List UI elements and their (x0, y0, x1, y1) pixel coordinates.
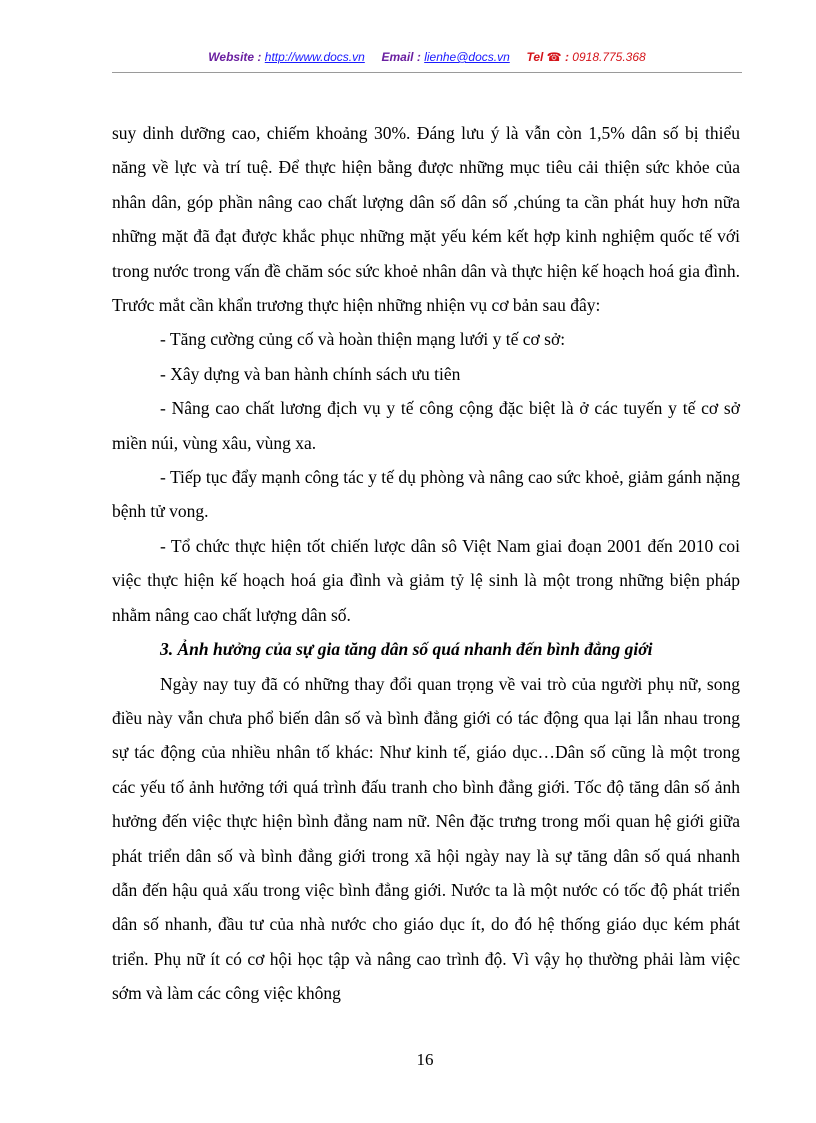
page-header (112, 50, 742, 64)
tel-label: Tel ☎ : (526, 50, 573, 64)
tel-number: 0918.775.368 (572, 50, 646, 64)
header-divider (112, 72, 742, 73)
email-label: Email : (381, 50, 425, 64)
website-label: Website : (208, 50, 265, 64)
page-number: 16 (416, 1050, 434, 1069)
website-link[interactable]: http://www.docs.vn (264, 50, 365, 64)
bullet-item-4: - Tiếp tục đẩy mạnh công tác y tế dụ phòng và nâng cao sức khoẻ, giảm gánh nặng bệnh tử vong. (112, 467, 740, 522)
paragraph-section-3: Ngày nay tuy đã có những thay đổi quan trọng về vai trò của người phụ nữ, song điều này vẫn chưa phổ biến dân số và bình đẳng giới có tác động qua lại lẫn nhau trong sự tác động của nhiều nhân tố khác: Như kinh tế, giáo dục…Dân số cũng là một trong các yếu tố ảnh hưởng tới quá trình đấu tranh cho bình đẳng giới. Tốc độ tăng dân số ảnh hưởng đến việc thực hiện bình đẳng nam nữ. Nên đặc trưng trong mối quan hệ giới giữa phát triển dân số và bình đẳng giới trong xã hội ngày nay là sự tăng dân số quá nhanh dẫn đến hậu quả xấu trong việc bình đẳng giới. Nước ta là một nước có tốc độ phát triển dân số nhanh, đầu tư của nhà nước cho giáo dục ít, do đó hệ thống giáo dục kém phát triển. Phụ nữ ít có cơ hội học tập và nâng cao trình độ. Vì vậy họ thường phải làm việc sớm và làm các công việc không (112, 673, 740, 1004)
bullet-item-1: - Tăng cường củng cố và hoàn thiện mạng lưới y tế cơ sở: (160, 329, 566, 350)
paragraph-intro: suy dinh dưỡng cao, chiếm khoảng 30%. Đáng lưu ý là vẫn còn 1,5% dân số bị thiểu năng về lực và trí tuệ. Để thực hiện bằng được những mục tiêu cải thiện sức khỏe của nhân dân, góp phần nâng cao chất lượng dân số dân số ,chúng ta cần phát huy hơn nữa những mặt đã đạt được khắc phục những mặt yếu kém kết hợp kinh nghiệm quốc tế với trong nước trong vấn đề chăm sóc sức khoẻ nhân dân và thực hiện kế hoạch hoá gia đình. Trước mắt cần khẩn trương thực hiện những nhiện vụ cơ bản sau đây: (112, 123, 740, 316)
document-body (112, 116, 740, 1011)
bullet-item-2: - Xây dựng và ban hành chính sách ưu tiên (160, 363, 461, 384)
email-link[interactable]: lienhe@docs.vn (424, 50, 510, 64)
bullet-item-3: - Nâng cao chất lương địch vụ y tế công cộng đặc biệt là ở các tuyến y tế cơ sở miền núi, vùng xâu, vùng xa. (112, 398, 740, 453)
bullet-item-5: - Tổ chức thực hiện tốt chiến lược dân sô Việt Nam giai đoạn 2001 đến 2010 coi việc thực hiện kế hoạch hoá gia đình và giảm tỷ lệ sinh là một trong những biện pháp nhằm nâng cao chất lượng dân số. (112, 535, 740, 625)
section-heading: 3. Ảnh hưởng của sự gia tăng dân số quá nhanh đến bình đẳng giới (160, 639, 653, 660)
